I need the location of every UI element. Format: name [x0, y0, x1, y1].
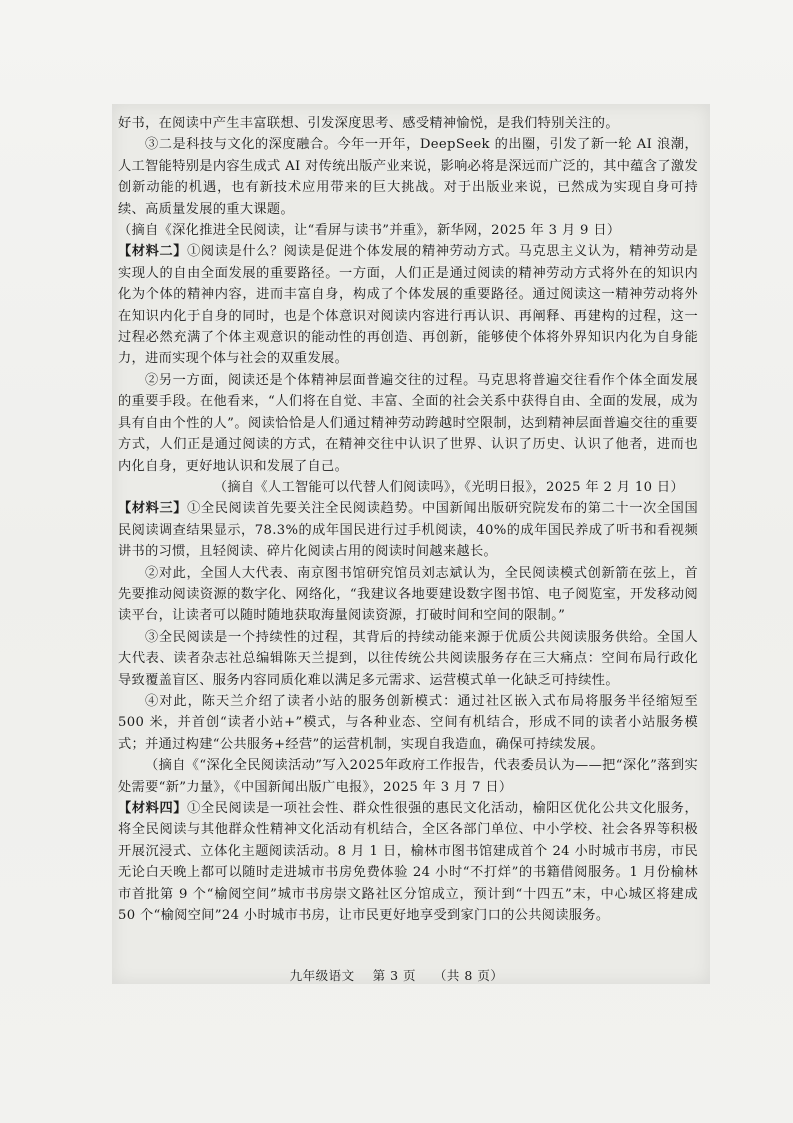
- paragraph: ②另一方面，阅读还是个体精神层面普遍交往的过程。马克思将普遍交往看作个体全面发展的重要手段。在他看来，“人们将在自觉、丰富、全面的社会关系中获得自由、全面的发展，成为具有自由个性的人”。阅读恰恰是人们通过精神劳动跨越时空限制，达到精神层面普遍交往的重要方式，人们正是通过阅读的方式，在精神交往中认识了世界、认识了历史、认识了他者，进而也内化自身，更好地认识和发展了自己。: [118, 372, 698, 474]
- material-label: 【材料二】: [118, 244, 188, 260]
- footer-total-pages: （共 8 页）: [433, 968, 504, 983]
- source-citation: （摘自《深化推进全民阅读，让“看屏与读书”并重》，新华网，2025 年 3 月 9 日）: [118, 223, 621, 239]
- source-citation: （摘自《“深化全民阅读活动”写入2025年政府工作报告，代表委员认为——把“深化”落到实处需要“新”力量》，《中国新闻出版广电报》，2025 年 3 月 7 日）: [118, 758, 698, 795]
- page-footer: [0, 966, 793, 984]
- paragraph: ④对此，陈天兰介绍了读者小站的服务创新模式：通过社区嵌入式布局将服务半径缩短至 500 米，并首创“读者小站+”模式，与各种业态、空间有机结合，形成不同的读者小站服务模式；并通过构建“公共服务+经营”的运营机制，实现自我造血，确保可持续发展。: [118, 693, 698, 752]
- paragraph: ③二是科技与文化的深度融合。今年一开年，DeepSeek 的出圈，引发了新一轮 AI 浪潮，人工智能特别是内容生成式 AI 对传统出版产业来说，影响必将是深远而广泛的，其中蕴含了激发创新动能的机遇，也有新技术应用带来的巨大挑战。对于出版业来说，已然成为实现自身可持续、高质量发展的重大课题。: [118, 137, 698, 217]
- paragraph: ①阅读是什么？阅读是促进个体发展的精神劳动方式。马克思主义认为，精神劳动是实现人的自由全面发展的重要路径。一方面，人们正是通过阅读的精神劳动方式将外在的知识内化为个体的精神内容，进而丰富自身，构成了个体发展的重要路径。通过阅读这一精神劳动将外在知识内化于自身的同时，也是个体意识对阅读内容进行再认识、再阐释、再建构的过程，这一过程必然充满了个体主观意识的能动性的再创造、再创新，能够使个体将外界知识内化为自身能力，进而实现个体与社会的双重发展。: [118, 244, 699, 367]
- material-label: 【材料三】: [118, 501, 188, 517]
- material-3: [118, 498, 698, 562]
- source-citation: （摘自《人工智能可以代替人们阅读吗》，《光明日报》，2025 年 2 月 10 日）: [213, 479, 684, 495]
- material-label: 【材料四】: [118, 801, 188, 816]
- paragraph: ③全民阅读是一个持续性的过程，其背后的持续动能来源于优质公共阅读服务供给。全国人大代表、读者杂志社总编辑陈天兰提到，以往传统公共阅读服务存在三大痛点：空间布局行政化导致覆盖盲区、服务内容同质化难以满足多元需求、运营模式单一化缺乏可持续性。: [118, 629, 698, 688]
- paragraph: ②对此，全国人大代表、南京图书馆研究馆员刘志斌认为，全民阅读模式创新箭在弦上，首先要推动阅读资源的数字化、网络化，“我建议各地要建设数字图书馆、电子阅览室，开发移动阅读平台，让读者可以随时随地获取海量阅读资源，打破时间和空间的限制。”: [118, 565, 698, 624]
- footer-subject: 九年级语文: [289, 968, 355, 983]
- paragraph: 好书，在阅读中产生丰富联想、引发深度思考、感受精神愉悦，是我们特别关注的。: [118, 116, 619, 131]
- material-4: [118, 798, 698, 926]
- document-body: [118, 113, 698, 926]
- material-2: [118, 241, 698, 369]
- footer-page-number: 第 3 页: [372, 968, 416, 983]
- paragraph: ①全民阅读是一项社会性、群众性很强的惠民文化活动，榆阳区优化公共文化服务，将全民阅读与其他群众性精神文化活动有机结合，全区各部门单位、中小学校、社会各界等积极开展沉浸式、立体化主题阅读活动。8 月 1 日，榆林市图书馆建成首个 24 小时城市书房，市民无论白天晚上都可以随时走进城市书房免费体验 24 小时“不打烊”的书籍借阅服务。1 月份榆林市首批第 9 个“榆阅空间”城市书房崇文路社区分馆成立，预计到“十四五”末，中心城区将建成 50 个“榆阅空间”24 小时城市书房，让市民更好地享受到家门口的公共阅读服务。: [118, 801, 699, 924]
- paragraph: ①全民阅读首先要关注全民阅读趋势。中国新闻出版研究院发布的第二十一次全国国民阅读调查结果显示，78.3%的成年国民进行过手机阅读，40%的成年国民养成了听书和看视频讲书的习惯，且轻阅读、碎片化阅读占用的阅读时间越来越长。: [118, 501, 699, 560]
